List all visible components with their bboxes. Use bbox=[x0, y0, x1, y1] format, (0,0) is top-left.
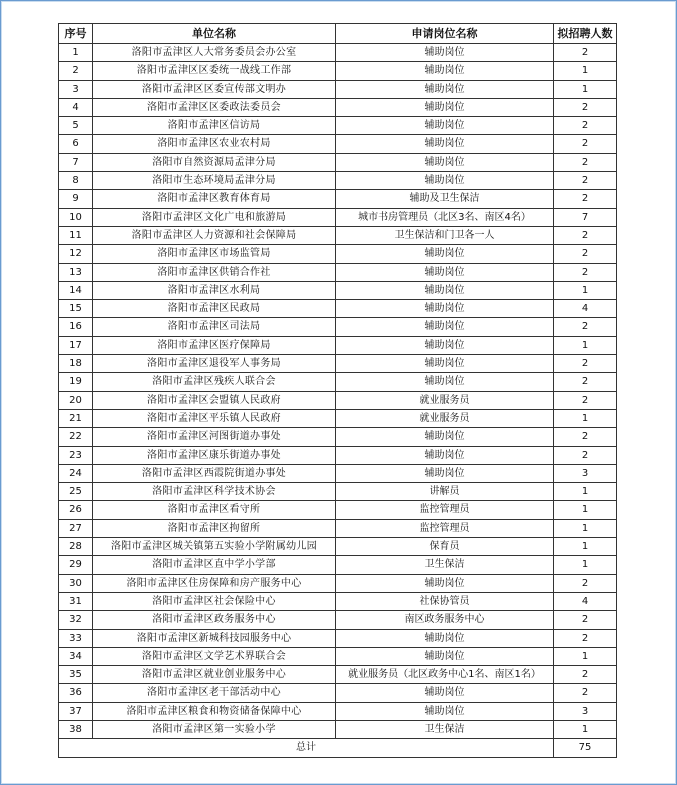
row-index: 18 bbox=[59, 355, 93, 373]
row-unit-name: 洛阳市孟津区看守所 bbox=[93, 501, 336, 519]
table-row bbox=[59, 80, 617, 98]
table-row bbox=[59, 684, 617, 702]
row-headcount: 3 bbox=[554, 464, 617, 482]
row-unit-name: 洛阳市孟津区科学技术协会 bbox=[93, 483, 336, 501]
row-index: 33 bbox=[59, 629, 93, 647]
row-index: 35 bbox=[59, 666, 93, 684]
table-row bbox=[59, 720, 617, 738]
row-position-name: 辅助岗位 bbox=[336, 428, 554, 446]
table-row bbox=[59, 519, 617, 537]
row-position-name: 辅助岗位 bbox=[336, 117, 554, 135]
table-row bbox=[59, 62, 617, 80]
table-row bbox=[59, 702, 617, 720]
table-row bbox=[59, 245, 617, 263]
row-position-name: 辅助岗位 bbox=[336, 263, 554, 281]
table-row bbox=[59, 135, 617, 153]
row-position-name: 辅助岗位 bbox=[336, 300, 554, 318]
row-headcount: 2 bbox=[554, 98, 617, 116]
row-unit-name: 洛阳市孟津区西霞院街道办事处 bbox=[93, 464, 336, 482]
row-position-name: 辅助岗位 bbox=[336, 446, 554, 464]
row-headcount: 2 bbox=[554, 355, 617, 373]
row-unit-name: 洛阳市孟津区人大常务委员会办公室 bbox=[93, 44, 336, 62]
row-index: 11 bbox=[59, 226, 93, 244]
row-position-name: 监控管理员 bbox=[336, 519, 554, 537]
row-index: 5 bbox=[59, 117, 93, 135]
row-headcount: 2 bbox=[554, 574, 617, 592]
table-row bbox=[59, 153, 617, 171]
row-index: 23 bbox=[59, 446, 93, 464]
total-row bbox=[59, 739, 617, 757]
row-position-name: 讲解员 bbox=[336, 483, 554, 501]
table-row bbox=[59, 483, 617, 501]
row-position-name: 监控管理员 bbox=[336, 501, 554, 519]
row-index: 2 bbox=[59, 62, 93, 80]
row-unit-name: 洛阳市孟津区直中学小学部 bbox=[93, 556, 336, 574]
table-row bbox=[59, 391, 617, 409]
row-headcount: 2 bbox=[554, 117, 617, 135]
row-headcount: 1 bbox=[554, 62, 617, 80]
row-headcount: 2 bbox=[554, 629, 617, 647]
row-index: 37 bbox=[59, 702, 93, 720]
row-position-name: 辅助岗位 bbox=[336, 629, 554, 647]
row-unit-name: 洛阳市孟津区信访局 bbox=[93, 117, 336, 135]
row-index: 14 bbox=[59, 281, 93, 299]
row-unit-name: 洛阳市孟津区区委宣传部文明办 bbox=[93, 80, 336, 98]
row-position-name: 辅助岗位 bbox=[336, 702, 554, 720]
row-unit-name: 洛阳市孟津区康乐街道办事处 bbox=[93, 446, 336, 464]
table-row bbox=[59, 611, 617, 629]
table-row bbox=[59, 666, 617, 684]
row-position-name: 辅助岗位 bbox=[336, 574, 554, 592]
row-position-name: 辅助岗位 bbox=[336, 318, 554, 336]
row-position-name: 卫生保洁 bbox=[336, 720, 554, 738]
table-row bbox=[59, 98, 617, 116]
row-headcount: 4 bbox=[554, 300, 617, 318]
row-position-name: 卫生保洁和门卫各一人 bbox=[336, 226, 554, 244]
row-position-name: 辅助岗位 bbox=[336, 98, 554, 116]
row-index: 7 bbox=[59, 153, 93, 171]
table-row bbox=[59, 355, 617, 373]
row-unit-name: 洛阳市孟津区市场监管局 bbox=[93, 245, 336, 263]
row-index: 29 bbox=[59, 556, 93, 574]
row-index: 28 bbox=[59, 538, 93, 556]
row-headcount: 2 bbox=[554, 44, 617, 62]
row-headcount: 1 bbox=[554, 519, 617, 537]
table-row bbox=[59, 501, 617, 519]
row-index: 8 bbox=[59, 172, 93, 190]
row-index: 19 bbox=[59, 373, 93, 391]
row-unit-name: 洛阳市孟津区区委政法委员会 bbox=[93, 98, 336, 116]
header-unit-name: 单位名称 bbox=[93, 24, 336, 44]
row-headcount: 1 bbox=[554, 538, 617, 556]
row-index: 4 bbox=[59, 98, 93, 116]
row-unit-name: 洛阳市孟津区区委统一战线工作部 bbox=[93, 62, 336, 80]
row-position-name: 辅助及卫生保洁 bbox=[336, 190, 554, 208]
row-position-name: 辅助岗位 bbox=[336, 281, 554, 299]
table-row bbox=[59, 428, 617, 446]
row-index: 12 bbox=[59, 245, 93, 263]
row-index: 20 bbox=[59, 391, 93, 409]
row-index: 31 bbox=[59, 592, 93, 610]
row-unit-name: 洛阳市孟津区粮食和物资储备保障中心 bbox=[93, 702, 336, 720]
row-unit-name: 洛阳市孟津区第一实验小学 bbox=[93, 720, 336, 738]
row-unit-name: 洛阳市孟津区文化广电和旅游局 bbox=[93, 208, 336, 226]
row-unit-name: 洛阳市孟津区会盟镇人民政府 bbox=[93, 391, 336, 409]
table-row bbox=[59, 464, 617, 482]
row-unit-name: 洛阳市孟津区医疗保障局 bbox=[93, 336, 336, 354]
row-index: 24 bbox=[59, 464, 93, 482]
row-unit-name: 洛阳市孟津区政务服务中心 bbox=[93, 611, 336, 629]
row-unit-name: 洛阳市孟津区河图街道办事处 bbox=[93, 428, 336, 446]
table-row bbox=[59, 263, 617, 281]
row-index: 6 bbox=[59, 135, 93, 153]
table-row bbox=[59, 446, 617, 464]
row-unit-name: 洛阳市孟津区住房保障和房产服务中心 bbox=[93, 574, 336, 592]
row-headcount: 1 bbox=[554, 501, 617, 519]
total-label: 总计 bbox=[59, 739, 554, 757]
row-unit-name: 洛阳市孟津区水利局 bbox=[93, 281, 336, 299]
row-index: 9 bbox=[59, 190, 93, 208]
row-index: 15 bbox=[59, 300, 93, 318]
row-index: 3 bbox=[59, 80, 93, 98]
row-headcount: 1 bbox=[554, 409, 617, 427]
row-position-name: 就业服务员 bbox=[336, 409, 554, 427]
row-unit-name: 洛阳市自然资源局孟津分局 bbox=[93, 153, 336, 171]
row-headcount: 1 bbox=[554, 556, 617, 574]
row-headcount: 1 bbox=[554, 720, 617, 738]
row-index: 32 bbox=[59, 611, 93, 629]
row-headcount: 7 bbox=[554, 208, 617, 226]
row-position-name: 辅助岗位 bbox=[336, 373, 554, 391]
row-position-name: 辅助岗位 bbox=[336, 80, 554, 98]
recruitment-table bbox=[58, 23, 617, 758]
row-headcount: 2 bbox=[554, 172, 617, 190]
row-position-name: 辅助岗位 bbox=[336, 336, 554, 354]
table-row bbox=[59, 226, 617, 244]
row-headcount: 1 bbox=[554, 80, 617, 98]
row-index: 21 bbox=[59, 409, 93, 427]
table-body bbox=[59, 44, 617, 739]
table-row bbox=[59, 44, 617, 62]
row-unit-name: 洛阳市孟津区就业创业服务中心 bbox=[93, 666, 336, 684]
table-row bbox=[59, 592, 617, 610]
row-headcount: 2 bbox=[554, 373, 617, 391]
row-position-name: 保育员 bbox=[336, 538, 554, 556]
row-index: 22 bbox=[59, 428, 93, 446]
total-value: 75 bbox=[554, 739, 617, 757]
row-headcount: 2 bbox=[554, 318, 617, 336]
table-row bbox=[59, 190, 617, 208]
row-headcount: 2 bbox=[554, 446, 617, 464]
row-position-name: 辅助岗位 bbox=[336, 62, 554, 80]
row-position-name: 就业服务员（北区政务中心1名、南区1名） bbox=[336, 666, 554, 684]
table-row bbox=[59, 281, 617, 299]
table-row bbox=[59, 574, 617, 592]
row-headcount: 3 bbox=[554, 702, 617, 720]
table-header-row bbox=[59, 24, 617, 44]
row-index: 30 bbox=[59, 574, 93, 592]
row-unit-name: 洛阳市孟津区文学艺术界联合会 bbox=[93, 647, 336, 665]
row-index: 16 bbox=[59, 318, 93, 336]
row-unit-name: 洛阳市孟津区退役军人事务局 bbox=[93, 355, 336, 373]
header-index: 序号 bbox=[59, 24, 93, 44]
row-index: 25 bbox=[59, 483, 93, 501]
row-unit-name: 洛阳市孟津区民政局 bbox=[93, 300, 336, 318]
table-row bbox=[59, 556, 617, 574]
row-headcount: 2 bbox=[554, 245, 617, 263]
row-unit-name: 洛阳市孟津区社会保险中心 bbox=[93, 592, 336, 610]
row-headcount: 2 bbox=[554, 226, 617, 244]
row-index: 38 bbox=[59, 720, 93, 738]
table-row bbox=[59, 629, 617, 647]
row-position-name: 辅助岗位 bbox=[336, 153, 554, 171]
row-unit-name: 洛阳市孟津区人力资源和社会保障局 bbox=[93, 226, 336, 244]
table-row bbox=[59, 208, 617, 226]
row-headcount: 2 bbox=[554, 666, 617, 684]
row-unit-name: 洛阳市孟津区残疾人联合会 bbox=[93, 373, 336, 391]
row-position-name: 辅助岗位 bbox=[336, 172, 554, 190]
header-headcount: 拟招聘人数 bbox=[554, 24, 617, 44]
table-row bbox=[59, 117, 617, 135]
row-unit-name: 洛阳市孟津区新城科技园服务中心 bbox=[93, 629, 336, 647]
row-index: 27 bbox=[59, 519, 93, 537]
row-headcount: 2 bbox=[554, 684, 617, 702]
table-row bbox=[59, 336, 617, 354]
row-index: 10 bbox=[59, 208, 93, 226]
table-row bbox=[59, 300, 617, 318]
row-position-name: 辅助岗位 bbox=[336, 135, 554, 153]
row-position-name: 辅助岗位 bbox=[336, 355, 554, 373]
row-position-name: 辅助岗位 bbox=[336, 647, 554, 665]
row-index: 13 bbox=[59, 263, 93, 281]
row-headcount: 2 bbox=[554, 135, 617, 153]
row-unit-name: 洛阳市孟津区司法局 bbox=[93, 318, 336, 336]
row-position-name: 辅助岗位 bbox=[336, 464, 554, 482]
row-index: 17 bbox=[59, 336, 93, 354]
row-unit-name: 洛阳市孟津区城关镇第五实验小学附属幼儿园 bbox=[93, 538, 336, 556]
table-row bbox=[59, 647, 617, 665]
table-row bbox=[59, 318, 617, 336]
table-row bbox=[59, 172, 617, 190]
row-position-name: 社保协管员 bbox=[336, 592, 554, 610]
table-row bbox=[59, 409, 617, 427]
row-headcount: 2 bbox=[554, 428, 617, 446]
header-position-name: 申请岗位名称 bbox=[336, 24, 554, 44]
row-headcount: 2 bbox=[554, 153, 617, 171]
row-headcount: 2 bbox=[554, 190, 617, 208]
row-unit-name: 洛阳市孟津区平乐镇人民政府 bbox=[93, 409, 336, 427]
row-position-name: 南区政务服务中心 bbox=[336, 611, 554, 629]
row-headcount: 2 bbox=[554, 611, 617, 629]
row-unit-name: 洛阳市孟津区教育体育局 bbox=[93, 190, 336, 208]
row-unit-name: 洛阳市孟津区拘留所 bbox=[93, 519, 336, 537]
row-index: 36 bbox=[59, 684, 93, 702]
row-headcount: 2 bbox=[554, 263, 617, 281]
row-headcount: 1 bbox=[554, 483, 617, 501]
row-unit-name: 洛阳市孟津区老干部活动中心 bbox=[93, 684, 336, 702]
row-position-name: 就业服务员 bbox=[336, 391, 554, 409]
row-headcount: 2 bbox=[554, 391, 617, 409]
row-index: 26 bbox=[59, 501, 93, 519]
row-position-name: 辅助岗位 bbox=[336, 684, 554, 702]
row-index: 34 bbox=[59, 647, 93, 665]
table-row bbox=[59, 538, 617, 556]
row-position-name: 辅助岗位 bbox=[336, 44, 554, 62]
row-headcount: 1 bbox=[554, 647, 617, 665]
row-headcount: 1 bbox=[554, 336, 617, 354]
row-position-name: 卫生保洁 bbox=[336, 556, 554, 574]
row-unit-name: 洛阳市孟津区农业农村局 bbox=[93, 135, 336, 153]
table-row bbox=[59, 373, 617, 391]
row-position-name: 辅助岗位 bbox=[336, 245, 554, 263]
row-unit-name: 洛阳市生态环境局孟津分局 bbox=[93, 172, 336, 190]
row-unit-name: 洛阳市孟津区供销合作社 bbox=[93, 263, 336, 281]
row-headcount: 1 bbox=[554, 281, 617, 299]
row-position-name: 城市书房管理员（北区3名、南区4名） bbox=[336, 208, 554, 226]
row-index: 1 bbox=[59, 44, 93, 62]
row-headcount: 4 bbox=[554, 592, 617, 610]
